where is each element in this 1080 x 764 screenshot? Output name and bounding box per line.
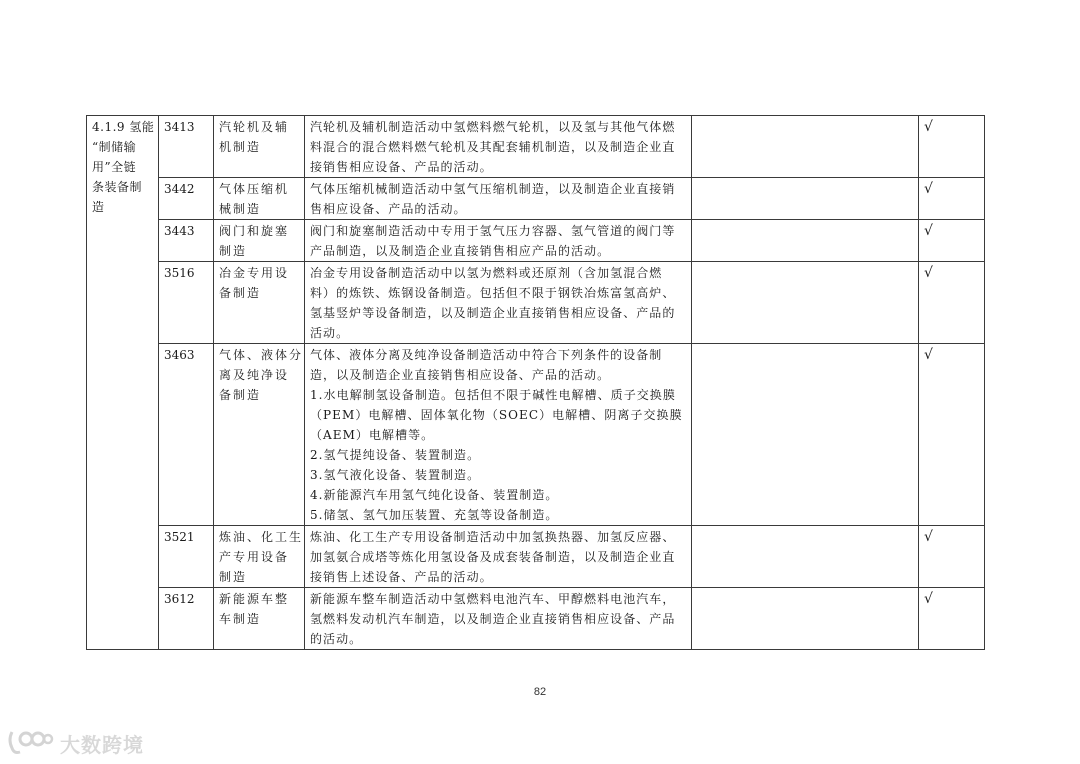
empty-cell (692, 116, 919, 178)
description-line: 接销售上述设备、产品的活动。 (310, 570, 493, 584)
industry-code-cell: 3612 (159, 588, 214, 650)
check-mark-cell: √ (919, 262, 985, 344)
industry-name-line: 备制造 (219, 388, 262, 402)
empty-cell (692, 178, 919, 220)
description-cell (305, 178, 692, 220)
industry-code-cell: 3413 (159, 116, 214, 178)
industry-name-cell (214, 220, 305, 262)
description-line: 售相应设备、产品的活动。 (310, 202, 467, 216)
check-mark-cell: √ (919, 588, 985, 650)
description-line: 2.氢气提纯设备、装置制造。 (310, 448, 481, 462)
description-line: 料）的炼铁、炼钢设备制造。包括但不限于钢铁冶炼富氢高炉、 (310, 286, 676, 300)
industry-name-line: 械制造 (219, 202, 262, 216)
description-cell (305, 262, 692, 344)
category-line: 用”全链 (92, 160, 137, 174)
description-cell (305, 344, 692, 526)
description-line: 汽轮机及辅机制造活动中氢燃料燃气轮机，以及氢与其他气体燃 (310, 120, 676, 134)
description-line: 炼油、化工生产专用设备制造活动中加氢换热器、加氢反应器、 (310, 530, 676, 544)
check-mark-cell: √ (919, 526, 985, 588)
table-row (87, 344, 985, 526)
category-cell (87, 116, 159, 650)
industry-name-line: 阀门和旋塞 (219, 224, 290, 238)
category-line: 条装备制 (92, 180, 143, 194)
watermark (6, 728, 144, 758)
industry-name-cell (214, 262, 305, 344)
description-line: 加氢氨合成塔等炼化用氢设备及成套装备制造，以及制造企业直 (310, 550, 676, 564)
industry-code-cell: 3516 (159, 262, 214, 344)
description-line: 产品制造，以及制造企业直接销售相应产品的活动。 (310, 244, 611, 258)
classification-table (86, 115, 985, 650)
description-cell (305, 116, 692, 178)
industry-code-cell: 3463 (159, 344, 214, 526)
empty-cell (692, 344, 919, 526)
chat-bubble-logo-icon (6, 728, 54, 758)
description-line: 活动。 (310, 326, 350, 340)
check-mark-cell: √ (919, 344, 985, 526)
industry-name-cell (214, 116, 305, 178)
industry-name-line: 产专用设备 (219, 550, 290, 564)
description-line: （PEM）电解槽、固体氧化物（SOEC）电解槽、阴离子交换膜 (310, 408, 683, 422)
description-line: 阀门和旋塞制造活动中专用于氢气压力容器、氢气管道的阀门等 (310, 224, 676, 238)
check-mark-cell: √ (919, 116, 985, 178)
industry-code-cell: 3443 (159, 220, 214, 262)
table-row (87, 588, 985, 650)
description-line: 1.水电解制氢设备制造。包括但不限于碱性电解槽、质子交换膜 (310, 388, 676, 402)
industry-name-cell (214, 526, 305, 588)
check-mark-cell: √ (919, 220, 985, 262)
category-line: 造 (92, 200, 105, 214)
industry-name-line: 备制造 (219, 286, 262, 300)
empty-cell (692, 526, 919, 588)
industry-name-line: 制造 (219, 244, 248, 258)
industry-name-line: 离及纯净设 (219, 368, 290, 382)
industry-name-line: 新能源车整 (219, 592, 290, 606)
category-line: 4.1.9 氢能 (92, 120, 155, 134)
industry-name-line: 车制造 (219, 612, 262, 626)
page-number: 82 (533, 686, 547, 698)
description-line: 料混合的混合燃料燃气轮机及其配套辅机制造，以及制造企业直 (310, 140, 676, 154)
watermark-text: 大数跨境 (60, 732, 144, 757)
description-cell (305, 588, 692, 650)
table-row (87, 178, 985, 220)
industry-name-line: 汽轮机及辅 (219, 120, 290, 134)
description-cell (305, 220, 692, 262)
industry-code-cell: 3521 (159, 526, 214, 588)
industry-name-cell (214, 588, 305, 650)
description-line: 气体压缩机械制造活动中氢气压缩机制造，以及制造企业直接销 (310, 182, 676, 196)
industry-name-cell (214, 344, 305, 526)
table-row (87, 526, 985, 588)
description-line: 冶金专用设备制造活动中以氢为燃料或还原剂（含加氢混合燃 (310, 266, 663, 280)
description-line: 5.储氢、氢气加压装置、充氢等设备制造。 (310, 508, 559, 522)
industry-name-cell (214, 178, 305, 220)
description-line: 造，以及制造企业直接销售相应设备、产品的活动。 (310, 368, 611, 382)
empty-cell (692, 220, 919, 262)
description-line: 新能源车整车制造活动中氢燃料电池汽车、甲醇燃料电池汽车， (310, 592, 676, 606)
description-line: 的活动。 (310, 632, 363, 646)
industry-name-line: 冶金专用设 (219, 266, 290, 280)
industry-code-cell: 3442 (159, 178, 214, 220)
description-line: 3.氢气液化设备、装置制造。 (310, 468, 481, 482)
empty-cell (692, 262, 919, 344)
description-line: 接销售相应设备、产品的活动。 (310, 160, 493, 174)
industry-name-line: 气体压缩机 (219, 182, 290, 196)
description-line: 氢燃料发动机汽车制造，以及制造企业直接销售相应设备、产品 (310, 612, 676, 626)
description-line: 气体、液体分离及纯净设备制造活动中符合下列条件的设备制 (310, 348, 663, 362)
category-line: “制储输 (92, 140, 137, 154)
description-cell (305, 526, 692, 588)
description-line: 4.新能源汽车用氢气纯化设备、装置制造。 (310, 488, 559, 502)
industry-name-line: 制造 (219, 570, 248, 584)
table-row (87, 116, 985, 178)
description-line: 氢基竖炉等设备制造，以及制造企业直接销售相应设备、产品的 (310, 306, 676, 320)
industry-name-line: 机制造 (219, 140, 262, 154)
industry-name-line: 气体、液体分 (219, 348, 304, 362)
empty-cell (692, 588, 919, 650)
table-row (87, 220, 985, 262)
industry-name-line: 炼油、化工生 (219, 530, 304, 544)
table-row (87, 262, 985, 344)
check-mark-cell: √ (919, 178, 985, 220)
description-line: （AEM）电解槽等。 (310, 428, 435, 442)
